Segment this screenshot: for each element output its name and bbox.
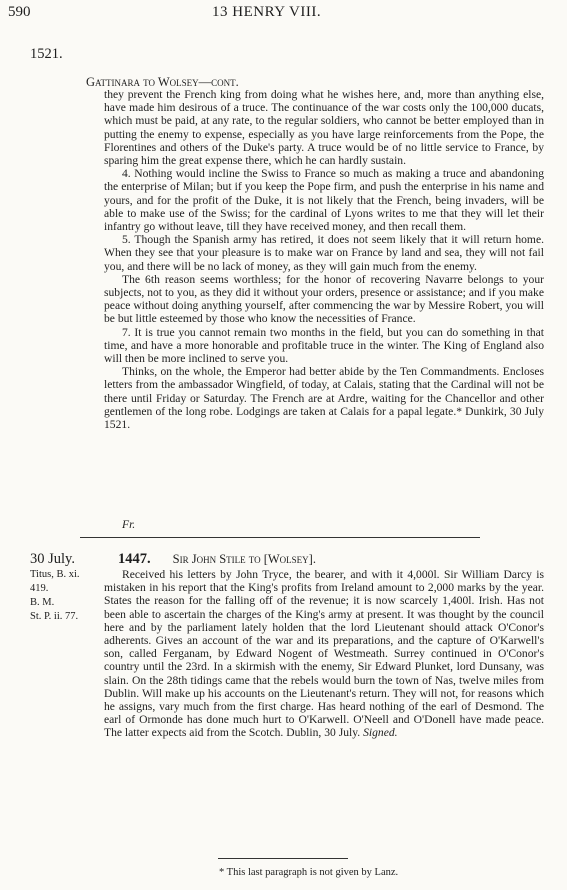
paragraph: 5. Though the Spanish army has retired, it does not seem likely that it will return home. When they see that your pleasure is to make war on France by land and sea, they will not fail you, and there will be no lack of money, as they will gain much from the enemy.: [104, 233, 544, 273]
paragraph-text: Received his letters by John Tryce, the bearer, and with it 4,000l. Sir William Darcy is mistaken in his report that the King's profits from Ireland amount to 2,000 marks by the year. States the reason for the falling off of the revenue; it is now scarcely 1,400l. Irish. Has not been able to ascertain the charges of the King's army at present. It was thought by the council here and by the parliament lately holden that the lord Lieutenant should attack O'Conor's adherents. Gives an account of the war and its preparations, and the capture of O'Karwell's son, called Ferganam, by Edward Nogent of Westmeath. Surrey continued in O'Conor's country until the 23rd. In a skirmish with the enemy, Sir Edward Plunket, lord Dunsany, was slain. On the 28th tidings came that the rebels would burn the town of Nas, twelve miles from Dublin. Will make up his accounts on the Lieutenant's return. They will not, for reasons which he assigns, vary much from the first charge. Has heard nothing of the earl of Desmond. The earl of Ormonde has done much hurt to O'Karwell. O'Neell and O'Donell have made peace. The latter expects aid from the Scotch. Dublin, 30 July.: [104, 568, 544, 740]
paragraph: 7. It is true you cannot remain two months in the field, but you can do something in that time, and have a more honorable and profitable truce in the winter. The King of England also will then be more inclined to serve you.: [104, 325, 544, 366]
reference-line: 419.: [30, 583, 49, 594]
entry-signature: Fr.: [122, 518, 136, 531]
entry-number: 1447.: [118, 551, 151, 567]
entry-title: Sir John Stile to [Wolsey].: [172, 552, 316, 566]
margin-date: 30 July.: [30, 551, 75, 567]
paragraph: Thinks, on the whole, the Emperor had better abide by the Ten Commandments. Encloses letters from the ambassador Wingfield, of today, at Calais, stating that the Cardinal will not be there until Friday or Saturday. The French are at Ardre, waiting for the Chancellor and other gentlemen of the long robe. Lodgings are taken at Calais for a papal legate.* Dunkirk, 30 July 1521.: [104, 365, 544, 432]
running-head: 13 HENRY VIII.: [212, 4, 322, 20]
entry-body-stile: [104, 568, 544, 740]
reference-line: Titus, B. xi.: [30, 569, 80, 580]
entry-body-gattinara: [104, 88, 544, 431]
reference-line: St. P. ii. 77.: [30, 611, 79, 622]
paragraph: The 6th reason seems worthless; for the honor of recovering Navarre belongs to your subjects, not to you, as they did it without your orders, presence or assistance; and if you make peace without doing anything yourself, after commencing the war by Messire Robert, you will be but little esteemed by those who know the necessities of France.: [104, 272, 544, 326]
reference-line: B. M.: [30, 597, 55, 608]
footnote-divider: [218, 858, 348, 859]
footnote: * This last paragraph is not given by Lanz.: [219, 867, 399, 878]
entry-heading-gattinara: Gattinara to Wolsey—cont.: [86, 75, 239, 89]
margin-year: 1521.: [30, 46, 63, 62]
entry-divider: [80, 537, 480, 538]
paragraph: they prevent the French king from doing what he wishes here, and, more than anything else, have made him desirous of a truce. The continuance of the war costs only the 100,000 ducats, which must be paid, at any rate, to the regular soldiers, who cannot be better employed than in putting the enemy to expense, especially as you have large reinforcements from the Pope, the Florentines and others of the Duke's party. A truce would be of no little service to France, by sparing him the great expense there, which he can hardly sustain.: [104, 88, 544, 168]
margin-references: [30, 568, 80, 624]
entry-heading-stile: [118, 551, 316, 568]
page-number: 590: [8, 4, 31, 20]
paragraph: [104, 568, 544, 740]
signed-note: Signed.: [363, 726, 398, 740]
paragraph: 4. Nothing would incline the Swiss to France so much as making a truce and abandoning the enterprise of Milan; but if you keep the Pope firm, and push the enterprise in his name and yours, and for the profit of the Duke, it is not likely that the French, being invaders, will be able to make use of the Swiss; for the cardinal of Lyons writes to me that they will let their infantry go without leave, till they have received money, and then recall them.: [104, 167, 544, 234]
